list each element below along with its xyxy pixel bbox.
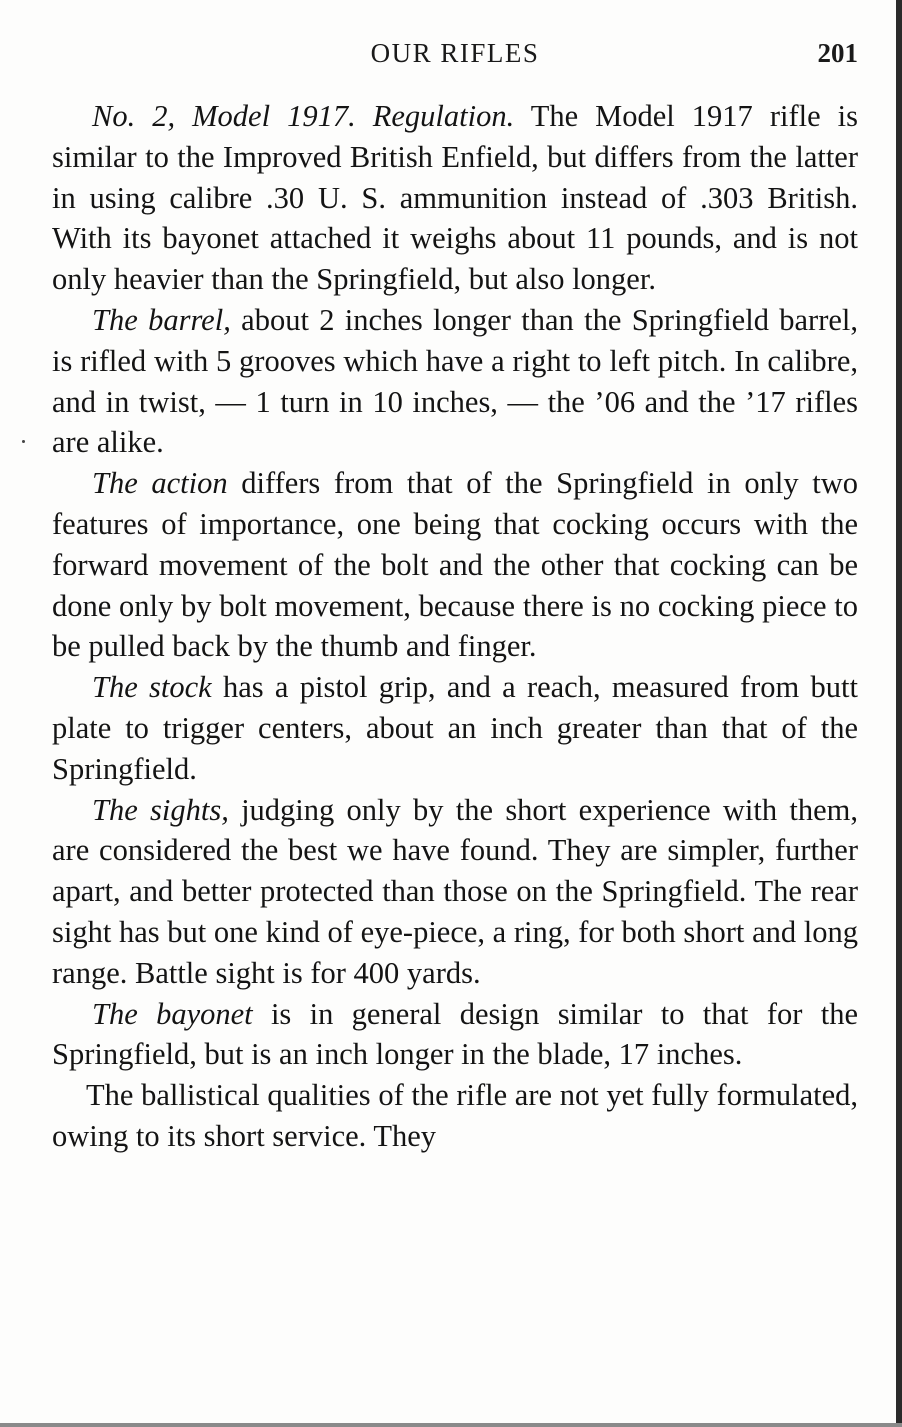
paragraph-body: judging only by the short experience with them, are considered the best we have found. They are simpler, further apart, and better protected than those on the Springfield. The rear sight has but one kind of eye-piece, a ring, for both short and long range. Battle sight is for 400 yards. — [52, 792, 858, 990]
paragraph-bayonet — [52, 994, 858, 1076]
scan-edge-right — [896, 0, 902, 1427]
paragraph-body: The Model 1917 rifle is similar to the Improved British Enfield, but differs from the latter in using calibre .30 U. S. ammunition instead of .303 British. With its bayonet attached it weighs about 11 pounds, and is not only heavier than the Springfield, but also longer. — [52, 99, 858, 297]
paragraph-sights — [52, 790, 858, 994]
paragraph-lead: The stock — [92, 670, 212, 705]
page-header — [52, 38, 858, 78]
paragraph-ballistics — [52, 1075, 858, 1157]
body-text — [52, 96, 858, 1157]
paragraph-lead: The sights, — [92, 792, 229, 827]
page-number: 201 — [817, 38, 858, 68]
scan-edge-bottom — [0, 1423, 902, 1427]
paragraph-lead: No. 2, Model 1917. Regulation. — [92, 99, 515, 133]
paragraph-lead: The barrel, — [92, 302, 231, 337]
paragraph-stock — [52, 667, 858, 789]
paragraph-body: The ballistical qualities of the rifle are not yet fully formulated, owing to its short service. They — [52, 1078, 858, 1153]
paragraph-body: about 2 inches longer than the Springfield barrel, is rifled with 5 grooves which have a right to left pitch. In calibre, and in twist, — 1 turn in 10 inches, — the ’06 and the ’17 rifles are alike. — [52, 302, 859, 460]
running-head: OUR RIFLES — [370, 38, 540, 68]
paragraph-model-1917 — [52, 96, 858, 300]
paragraph-body: has a pistol grip, and a reach, measured from butt plate to trigger centers, about an inch greater than that of the Springfield. — [52, 670, 859, 786]
paragraph-action — [52, 463, 858, 667]
paragraph-lead: The action — [92, 466, 228, 501]
paragraph-body: is in general design similar to that for the Springfield, but is an inch longer in the blade, 17 inches. — [52, 996, 858, 1072]
paragraph-barrel — [52, 300, 858, 463]
paragraph-body: differs from that of the Springfield in only two features of importance, one being that cocking occurs with the forward movement of the bolt and the other that cocking can be done only by bolt movement, because there is no cocking piece to be pulled back by the thumb and finger. — [52, 466, 858, 664]
paragraph-lead: The bayonet — [92, 996, 253, 1031]
scan-speck — [22, 440, 25, 443]
